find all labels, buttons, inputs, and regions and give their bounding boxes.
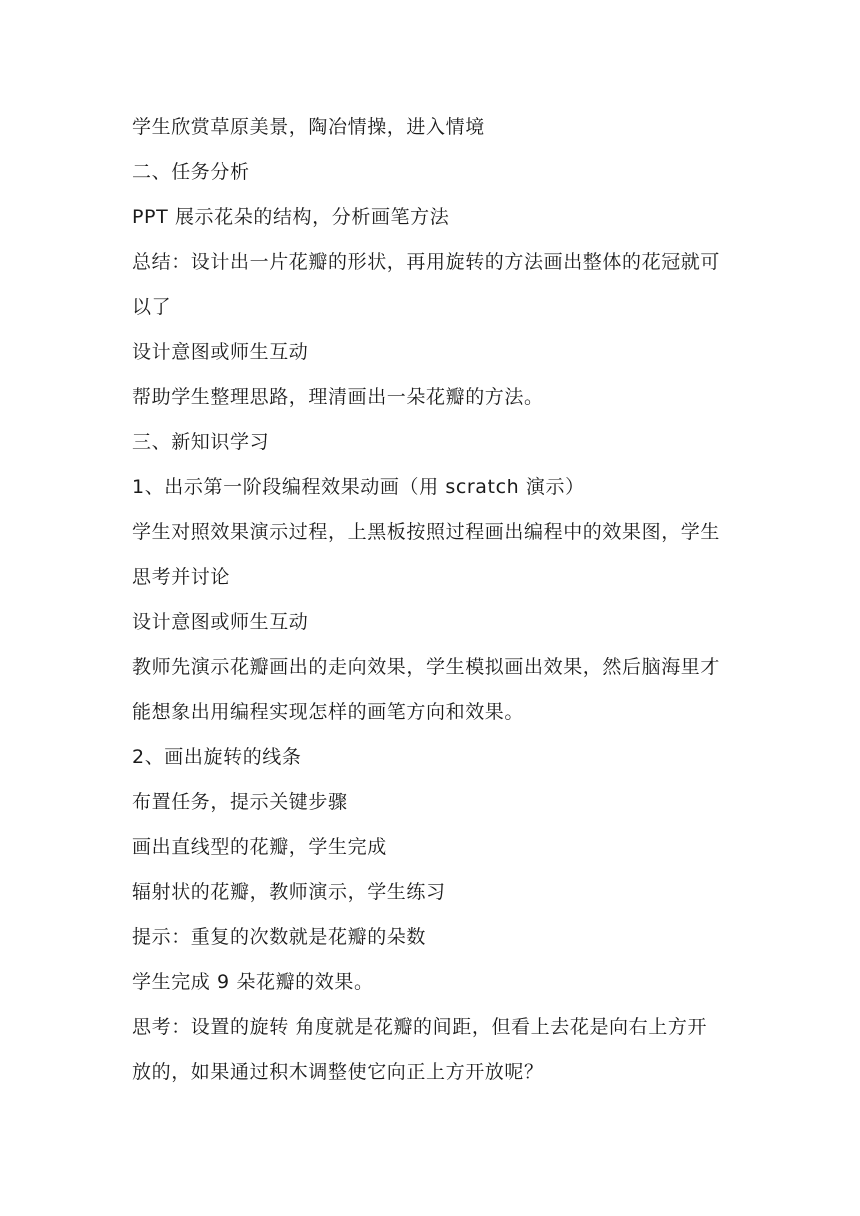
- paragraph-line: 总结：设计出一片花瓣的形状，再用旋转的方法画出整体的花冠就可: [132, 251, 721, 273]
- paragraph-line: 思考并讨论: [132, 566, 231, 588]
- paragraph-line: 放的，如果通过积木调整使它向正上方开放呢？: [132, 1061, 544, 1083]
- section-heading: 二、任务分析: [132, 161, 250, 183]
- paragraph-line: 设计意图或师生互动: [132, 341, 309, 363]
- paragraph-line: PPT 展示花朵的结构，分析画笔方法: [132, 206, 450, 228]
- paragraph-line: 提示：重复的次数就是花瓣的朵数: [132, 926, 427, 948]
- paragraph-line: 能想象出用编程实现怎样的画笔方向和效果。: [132, 701, 525, 723]
- paragraph-line: 帮助学生整理思路，理清画出一朵花瓣的方法。: [132, 386, 544, 408]
- paragraph-line: 思考：设置的旋转 角度就是花瓣的间距，但看上去花是向右上方开: [132, 1016, 708, 1038]
- paragraph-line: 学生对照效果演示过程，上黑板按照过程画出编程中的效果图，学生: [132, 521, 721, 543]
- paragraph-line: 设计意图或师生互动: [132, 611, 309, 633]
- paragraph-line: 布置任务，提示关键步骤: [132, 791, 348, 813]
- paragraph-line: 学生完成 9 朵花瓣的效果。: [132, 971, 374, 993]
- paragraph-line: 辐射状的花瓣，教师演示，学生练习: [132, 881, 446, 903]
- paragraph-line: 教师先演示花瓣画出的走向效果，学生模拟画出效果，然后脑海里才: [132, 656, 721, 678]
- paragraph-line: 学生欣赏草原美景，陶冶情操，进入情境: [132, 116, 485, 138]
- paragraph-line: 以了: [132, 296, 172, 318]
- paragraph-line: 1、出示第一阶段编程效果动画（用 scratch 演示）: [132, 476, 585, 498]
- paragraph-line: 画出直线型的花瓣，学生完成: [132, 836, 387, 858]
- section-heading: 三、新知识学习: [132, 431, 270, 453]
- paragraph-line: 2、画出旋转的线条: [132, 746, 302, 768]
